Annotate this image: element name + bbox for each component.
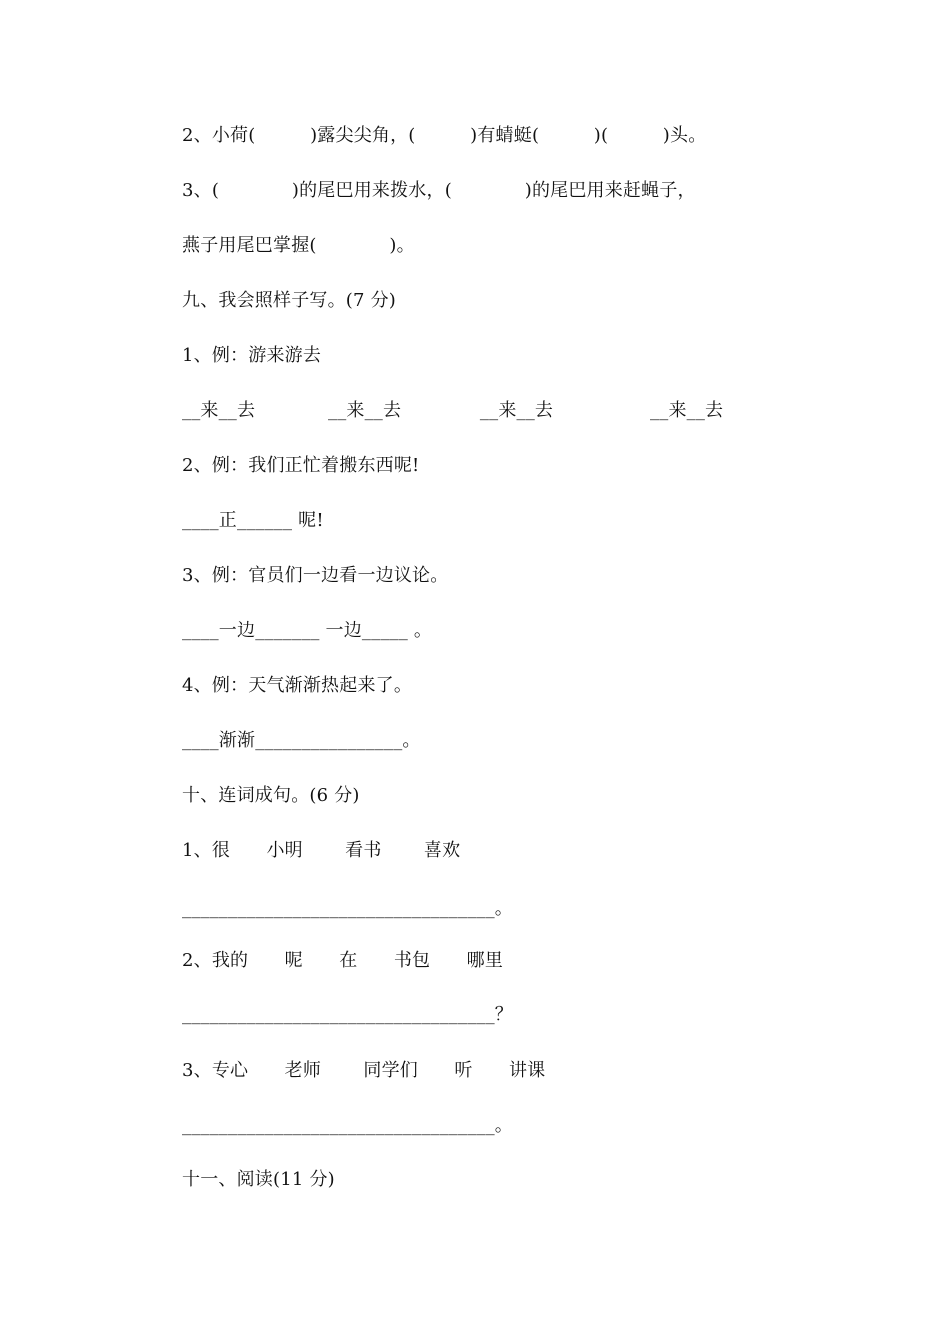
q8-item-3-line-2: 燕子用尾巴掌握( )。: [182, 235, 415, 256]
q8-item-3-line-1: 3、( )的尾巴用来拨水，( )的尾巴用来赶蝇子，: [182, 180, 696, 201]
q9-example-4: 4、例：天气渐渐热起来了。: [182, 675, 413, 696]
q10-words-3: 3、专心 老师 同学们 听 讲课: [182, 1060, 546, 1081]
q9-answer-2: ____正______ 呢!: [182, 510, 324, 531]
section-11-title: 十一、阅读(11 分): [182, 1169, 335, 1190]
q10-answer-2: __________________________________？: [182, 1004, 513, 1025]
q8-item-2: 2、小荷( )露尖尖角，( )有蜻蜓( )( )头。: [182, 125, 707, 146]
q9-answer-4: ____渐渐________________。: [182, 730, 421, 751]
q9-example-3: 3、例：官员们一边看一边议论。: [182, 565, 449, 586]
q10-words-1: 1、很 小明 看书 喜欢: [182, 840, 461, 861]
q9-example-1: 1、例：游来游去: [182, 345, 322, 366]
section-9-title: 九、我会照样子写。(7 分): [182, 290, 397, 311]
section-10-title: 十、连词成句。(6 分): [182, 785, 360, 806]
q10-words-2: 2、我的 呢 在 书包 哪里: [182, 950, 504, 971]
q9-answer-3: ____一边_______ 一边_____ 。: [182, 620, 433, 641]
q9-answer-1: __来__去 __来__去 __来__去 __来__去: [182, 400, 724, 421]
q10-answer-3: __________________________________。: [182, 1115, 513, 1136]
q9-example-2: 2、例：我们正忙着搬东西呢!: [182, 455, 420, 476]
q10-answer-1: __________________________________。: [182, 898, 513, 919]
